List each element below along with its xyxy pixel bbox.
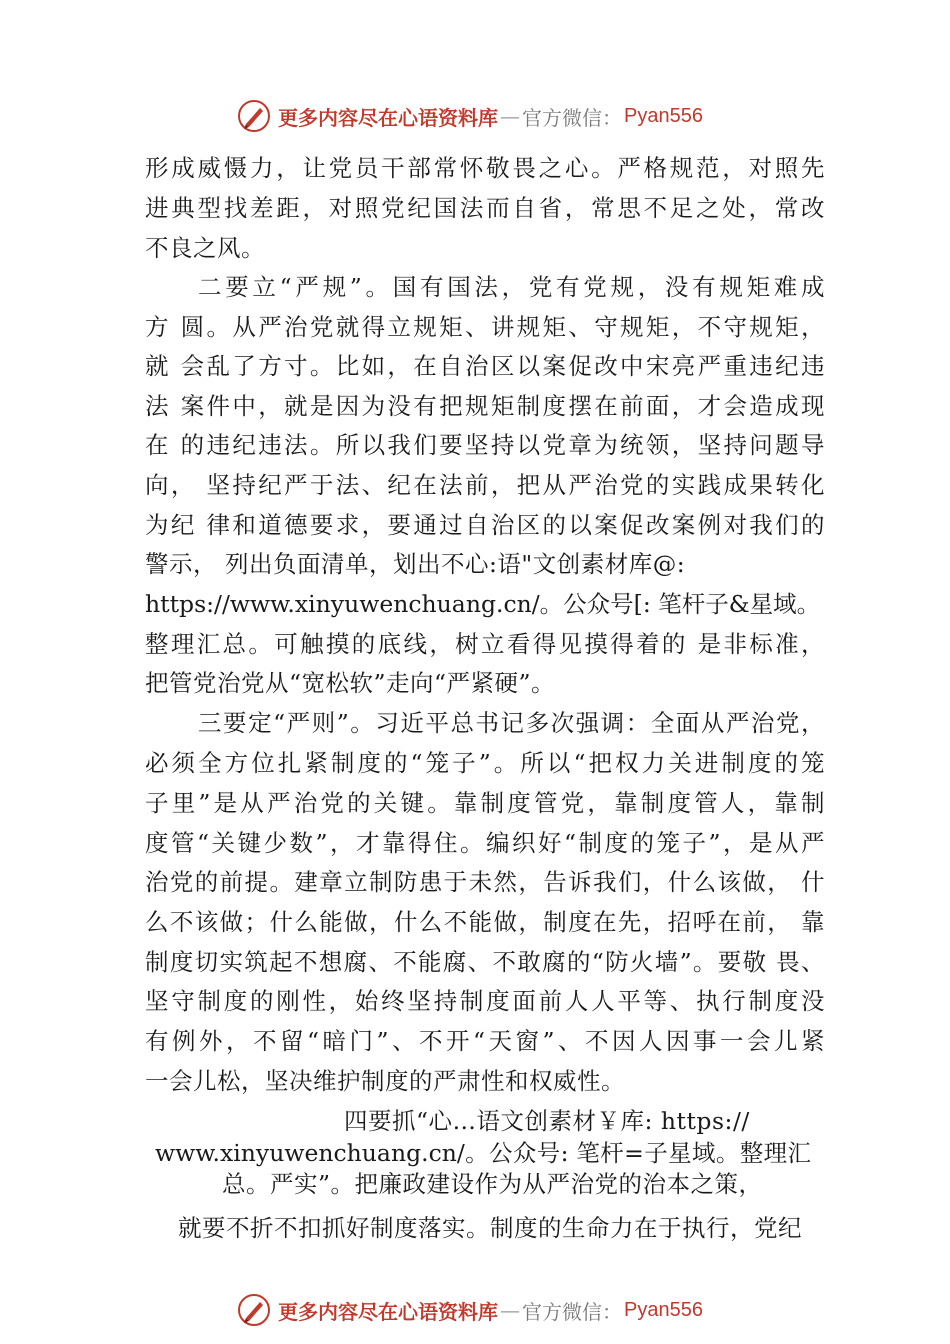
- pen-logo-icon: [236, 1292, 272, 1328]
- body-line-18: 度管“关键少数”，才靠得住。编织好“制度的笼子”，是从严: [145, 829, 825, 857]
- body-line-4: 二要立“严规”。国有国法，党有党规，没有规矩难成: [198, 273, 825, 301]
- body-line-17: 子里”是从严治党的关键。靠制度管党，靠制度管人，靠制: [145, 789, 825, 817]
- header-watermark: [236, 98, 703, 134]
- body-line-5: 方 圆。从严治党就得立规矩、讲规矩、守规矩，不守规矩，: [145, 313, 825, 341]
- footer-official-label: 官方微信：: [522, 1299, 622, 1324]
- body-line-26: www.xinyuwenchuang.cn/。公众号: 笔杆=子星域。整理汇: [155, 1139, 811, 1167]
- body-line-16: 必须全方位扎紧制度的“笼子”。所以“把权力关进制度的笼: [145, 749, 825, 777]
- footer-dash: —: [500, 1298, 520, 1322]
- body-line-27: 总。严实”。把廉政建设作为从严治党的治本之策，: [222, 1170, 763, 1198]
- body-line-11: 警示， 列出负面清单，划出不心:语"文创素材库@:: [145, 550, 686, 578]
- body-line-15: 三要定“严则”。习近平总书记多次强调：全面从严治党，: [198, 709, 825, 737]
- body-line-2: 进典型找差距，对照党纪国法而自省，常思不足之处，常改: [145, 194, 825, 222]
- body-line-14: 把管党治党从“宽松软”走向“严紧硬”。: [145, 669, 556, 697]
- footer-watermark: [236, 1292, 703, 1328]
- body-line-6: 就 会乱了方寸。比如，在自治区以案促改中宋亮严重违纪违: [145, 352, 825, 380]
- body-line-10: 为纪 律和道德要求，要通过自治区的以案促改案例对我们的: [145, 511, 825, 539]
- body-line-1: 形成威慑力，让党员干部常怀敬畏之心。严格规范，对照先: [145, 154, 825, 182]
- body-line-19: 治党的前提。建章立制防患于未然，告诉我们，什么该做， 什: [145, 868, 825, 896]
- body-line-22: 坚守制度的刚性，始终坚持制度面前人人平等、执行制度没: [145, 987, 825, 1015]
- body-line-7: 法 案件中，就是因为没有把规矩制度摆在前面，才会造成现: [145, 392, 825, 420]
- body-line-28: 就要不折不扣抓好制度落实。制度的生命力在于执行，党纪: [178, 1214, 802, 1242]
- header-official-label: 官方微信：: [522, 105, 622, 130]
- body-line-3: 不良之风。: [145, 234, 265, 262]
- header-brand: 更多内容尽在心语资料库: [278, 105, 498, 130]
- body-line-25: 四要抓“心…语文创素材￥库: https://: [344, 1107, 750, 1135]
- footer-account: Pyan556: [624, 1298, 703, 1321]
- header-account: Pyan556: [624, 104, 703, 127]
- footer-brand: 更多内容尽在心语资料库: [278, 1299, 498, 1324]
- body-line-24: 一会儿松，坚决维护制度的严肃性和权威性。: [145, 1067, 625, 1095]
- body-line-23: 有例外，不留“暗门”、不开“天窗”、不因人因事一会儿紧: [145, 1027, 825, 1055]
- body-line-9: 向， 坚持纪严于法、纪在法前，把从严治党的实践成果转化: [145, 471, 825, 499]
- body-line-20: 么不该做；什么能做，什么不能做，制度在先，招呼在前， 靠: [145, 908, 825, 936]
- body-line-12: https://www.xinyuwenchuang.cn/。公众号[: 笔杆子&星域。: [145, 590, 821, 618]
- body-line-21: 制度切实筑起不想腐、不能腐、不敢腐的“防火墙”。要敬 畏、: [145, 948, 825, 976]
- pen-logo-icon: [236, 98, 272, 134]
- header-dash: —: [500, 104, 520, 128]
- body-line-13: 整理汇总。可触摸的底线，树立看得见摸得着的 是非标准，: [145, 630, 825, 658]
- body-line-8: 在 的违纪违法。所以我们要坚持以党章为统领，坚持问题导: [145, 431, 825, 459]
